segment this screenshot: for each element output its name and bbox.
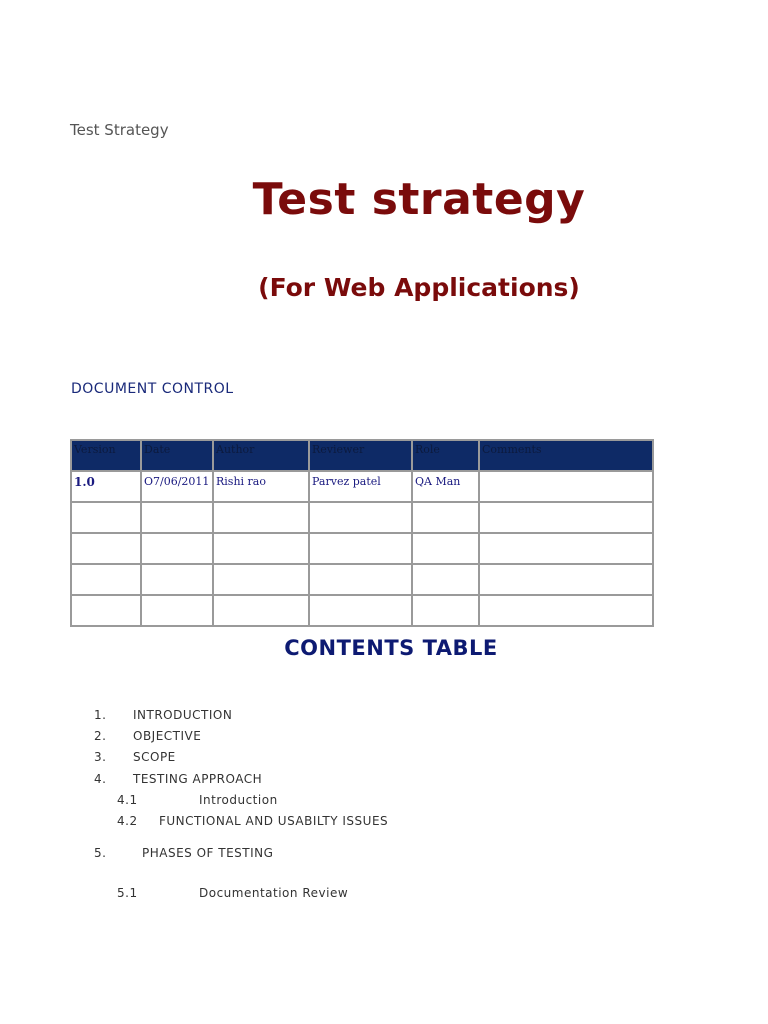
document-control-heading: DOCUMENT CONTROL (71, 381, 234, 397)
table-row (71, 564, 653, 595)
column-header-comments: Comments (479, 440, 653, 471)
table-cell-author: Rishi rao (213, 471, 309, 502)
table-cell-version (71, 502, 141, 533)
column-header-reviewer: Reviewer (309, 440, 412, 471)
table-row (71, 533, 653, 564)
list-item-label: TESTING APPROACH (133, 772, 263, 786)
table-cell-date (141, 502, 213, 533)
document-control-table (70, 439, 654, 627)
list-item-label: Documentation Review (199, 886, 349, 900)
table-cell-reviewer: Parvez patel (309, 471, 412, 502)
table-cell-comments (479, 502, 653, 533)
table-cell-author (213, 595, 309, 626)
table-cell-date (141, 533, 213, 564)
list-item-label: SCOPE (133, 750, 176, 764)
table-cell-author (213, 533, 309, 564)
list-item-number: 5. (94, 846, 107, 860)
table-cell-comments (479, 595, 653, 626)
table-cell-role (412, 564, 479, 595)
table-cell-date: O7/06/2011 (141, 471, 213, 502)
column-header-date: Date (141, 440, 213, 471)
document-title: Test strategy (252, 174, 586, 225)
column-header-version: Version (71, 440, 141, 471)
list-item-label: OBJECTIVE (133, 729, 202, 743)
table-row (71, 471, 653, 502)
column-header-author: Author (213, 440, 309, 471)
contents-table-heading: CONTENTS TABLE (284, 636, 498, 660)
list-item-number: 4. (94, 772, 107, 786)
list-item-label: INTRODUCTION (133, 708, 233, 722)
table-cell-version: 1.0 (71, 471, 141, 502)
table-row (71, 595, 653, 626)
list-item-number: 3. (94, 750, 107, 764)
list-item-number: 5.1 (117, 886, 138, 900)
list-item-number: 4.2 (117, 814, 138, 828)
table-cell-reviewer (309, 595, 412, 626)
list-item-label: FUNCTIONAL AND USABILTY ISSUES (159, 814, 389, 828)
page-header-title: Test Strategy (70, 121, 169, 139)
table-cell-version (71, 595, 141, 626)
table-cell-role (412, 533, 479, 564)
list-item-number: 1. (94, 708, 107, 722)
table-cell-author (213, 502, 309, 533)
table-cell-comments (479, 471, 653, 502)
table-cell-reviewer (309, 533, 412, 564)
table-cell-date (141, 564, 213, 595)
table-cell-author (213, 564, 309, 595)
table-cell-version (71, 564, 141, 595)
table-cell-comments (479, 533, 653, 564)
table-cell-comments (479, 564, 653, 595)
list-item-label: Introduction (199, 793, 278, 807)
table-cell-role: QA Man (412, 471, 479, 502)
table-cell-date (141, 595, 213, 626)
list-item-label: PHASES OF TESTING (142, 846, 274, 860)
table-cell-reviewer (309, 502, 412, 533)
list-item-number: 4.1 (117, 793, 138, 807)
table-header-row (71, 440, 653, 471)
table-cell-role (412, 595, 479, 626)
column-header-role: Role (412, 440, 479, 471)
document-subtitle: (For Web Applications) (258, 273, 580, 302)
table-cell-reviewer (309, 564, 412, 595)
table-cell-role (412, 502, 479, 533)
table-row (71, 502, 653, 533)
list-item-number: 2. (94, 729, 107, 743)
table-cell-version (71, 533, 141, 564)
